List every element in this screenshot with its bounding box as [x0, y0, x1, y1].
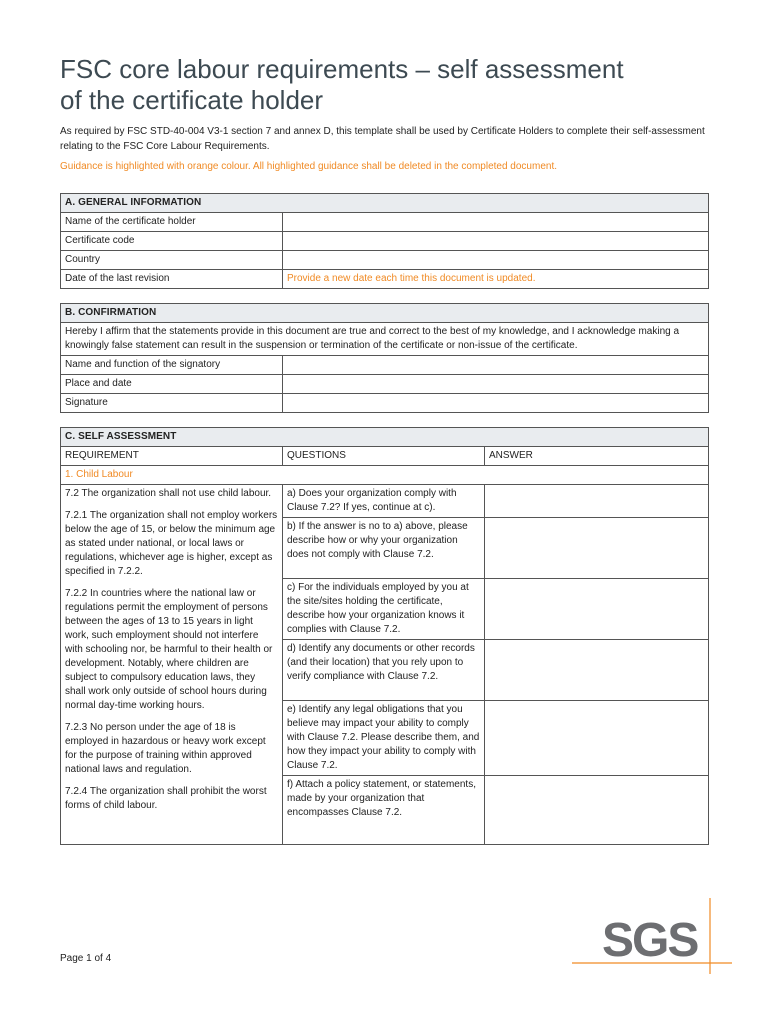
column-header-questions: QUESTIONS	[283, 447, 485, 466]
table-row	[61, 375, 709, 394]
table-row	[61, 251, 709, 270]
question-a: a) Does your organization comply with Clause 7.2? If yes, continue at c).	[283, 485, 485, 518]
self-assessment-table	[60, 427, 709, 845]
intro-paragraph: As required by FSC STD-40-004 V3-1 section 7 and annex D, this template shall be used by Certificate Holders to complete their self-assessment relating to the FSC Core Labour Requirements.	[60, 126, 705, 152]
requirement-7-2-3: 7.2.3 No person under the age of 18 is employed in hazardous or heavy work except for the purpose of training within approved national laws and regulation.	[65, 722, 266, 775]
table-row	[61, 356, 709, 375]
section-a-heading: A. GENERAL INFORMATION	[61, 194, 709, 213]
table-row	[61, 232, 709, 251]
signature-field[interactable]	[283, 394, 709, 413]
logo-text: SGS	[602, 914, 698, 967]
field-label: Country	[61, 251, 283, 270]
answer-b-field[interactable]	[485, 518, 709, 579]
section-c-heading: C. SELF ASSESSMENT	[61, 428, 709, 447]
answer-c-field[interactable]	[485, 579, 709, 640]
table-row	[61, 270, 709, 289]
question-f: f) Attach a policy statement, or statements, made by your organization that encompasses Clause 7.2.	[283, 776, 485, 845]
sgs-logo	[572, 898, 732, 974]
field-label: Place and date	[61, 375, 283, 394]
requirement-7-2-4: 7.2.4 The organization shall prohibit the worst forms of child labour.	[65, 786, 267, 811]
field-label: Name and function of the signatory	[61, 356, 283, 375]
title-line-1: FSC core labour requirements – self assessment	[60, 54, 624, 84]
confirmation-table	[60, 303, 709, 413]
certificate-holder-name-field[interactable]	[283, 213, 709, 232]
certificate-code-field[interactable]	[283, 232, 709, 251]
requirement-cell	[61, 485, 283, 845]
answer-a-field[interactable]	[485, 485, 709, 518]
table-row	[61, 213, 709, 232]
general-information-table	[60, 193, 709, 289]
confirmation-statement: Hereby I affirm that the statements provide in this document are true and correct to the best of my knowledge, and I acknowledge making a knowingly false statement can result in the suspension or termination of the certificate or non-issue of the certificate.	[61, 323, 709, 356]
signatory-name-field[interactable]	[283, 356, 709, 375]
page-number: Page 1 of 4	[60, 953, 112, 964]
requirement-7-2-1: 7.2.1 The organization shall not employ workers below the age of 15, or below the minimum age as stated under national, or local laws or regulations, whichever age is higher, except as specified in 7.2.2.	[65, 510, 278, 577]
field-label: Signature	[61, 394, 283, 413]
title-line-2: of the certificate holder	[60, 85, 324, 115]
last-revision-date-field[interactable]: Provide a new date each time this document is updated.	[283, 270, 709, 289]
answer-d-field[interactable]	[485, 640, 709, 701]
requirement-7-2: 7.2 The organization shall not use child labour.	[65, 488, 272, 499]
column-header-answer: ANSWER	[485, 447, 709, 466]
child-labour-subheading: 1. Child Labour	[61, 466, 709, 485]
table-row	[61, 485, 709, 518]
field-label: Certificate code	[61, 232, 283, 251]
question-d: d) Identify any documents or other records (and their location) that you rely upon to verify compliance with Clause 7.2.	[283, 640, 485, 701]
guidance-note: Guidance is highlighted with orange colour. All highlighted guidance shall be deleted in the completed document.	[60, 161, 558, 172]
column-header-requirement: REQUIREMENT	[61, 447, 283, 466]
table-row	[61, 394, 709, 413]
country-field[interactable]	[283, 251, 709, 270]
page-title	[60, 54, 710, 116]
place-date-field[interactable]	[283, 375, 709, 394]
requirement-7-2-2: 7.2.2 In countries where the national law or regulations permit the employment of persons between the ages of 13 to 15 years in light work, such employment should not interfere with schooling nor, be harmful to their health or development. Notably, where children are subject to compulsory education laws, they shall work only outside of school hours during normal day-time working hours.	[65, 588, 273, 711]
answer-e-field[interactable]	[485, 701, 709, 776]
answer-f-field[interactable]	[485, 776, 709, 845]
question-b: b) If the answer is no to a) above, please describe how or why your organization does not comply with Clause 7.2.	[283, 518, 485, 579]
question-e: e) Identify any legal obligations that you believe may impact your ability to comply with Clause 7.2. Please describe them, and how they impact your ability to comply with Clause 7.2.	[283, 701, 485, 776]
section-b-heading: B. CONFIRMATION	[61, 304, 709, 323]
field-label: Name of the certificate holder	[61, 213, 283, 232]
question-c: c) For the individuals employed by you at the site/sites holding the certificate, describe how your organization knows it complies with Clause 7.2.	[283, 579, 485, 640]
field-label: Date of the last revision	[61, 270, 283, 289]
